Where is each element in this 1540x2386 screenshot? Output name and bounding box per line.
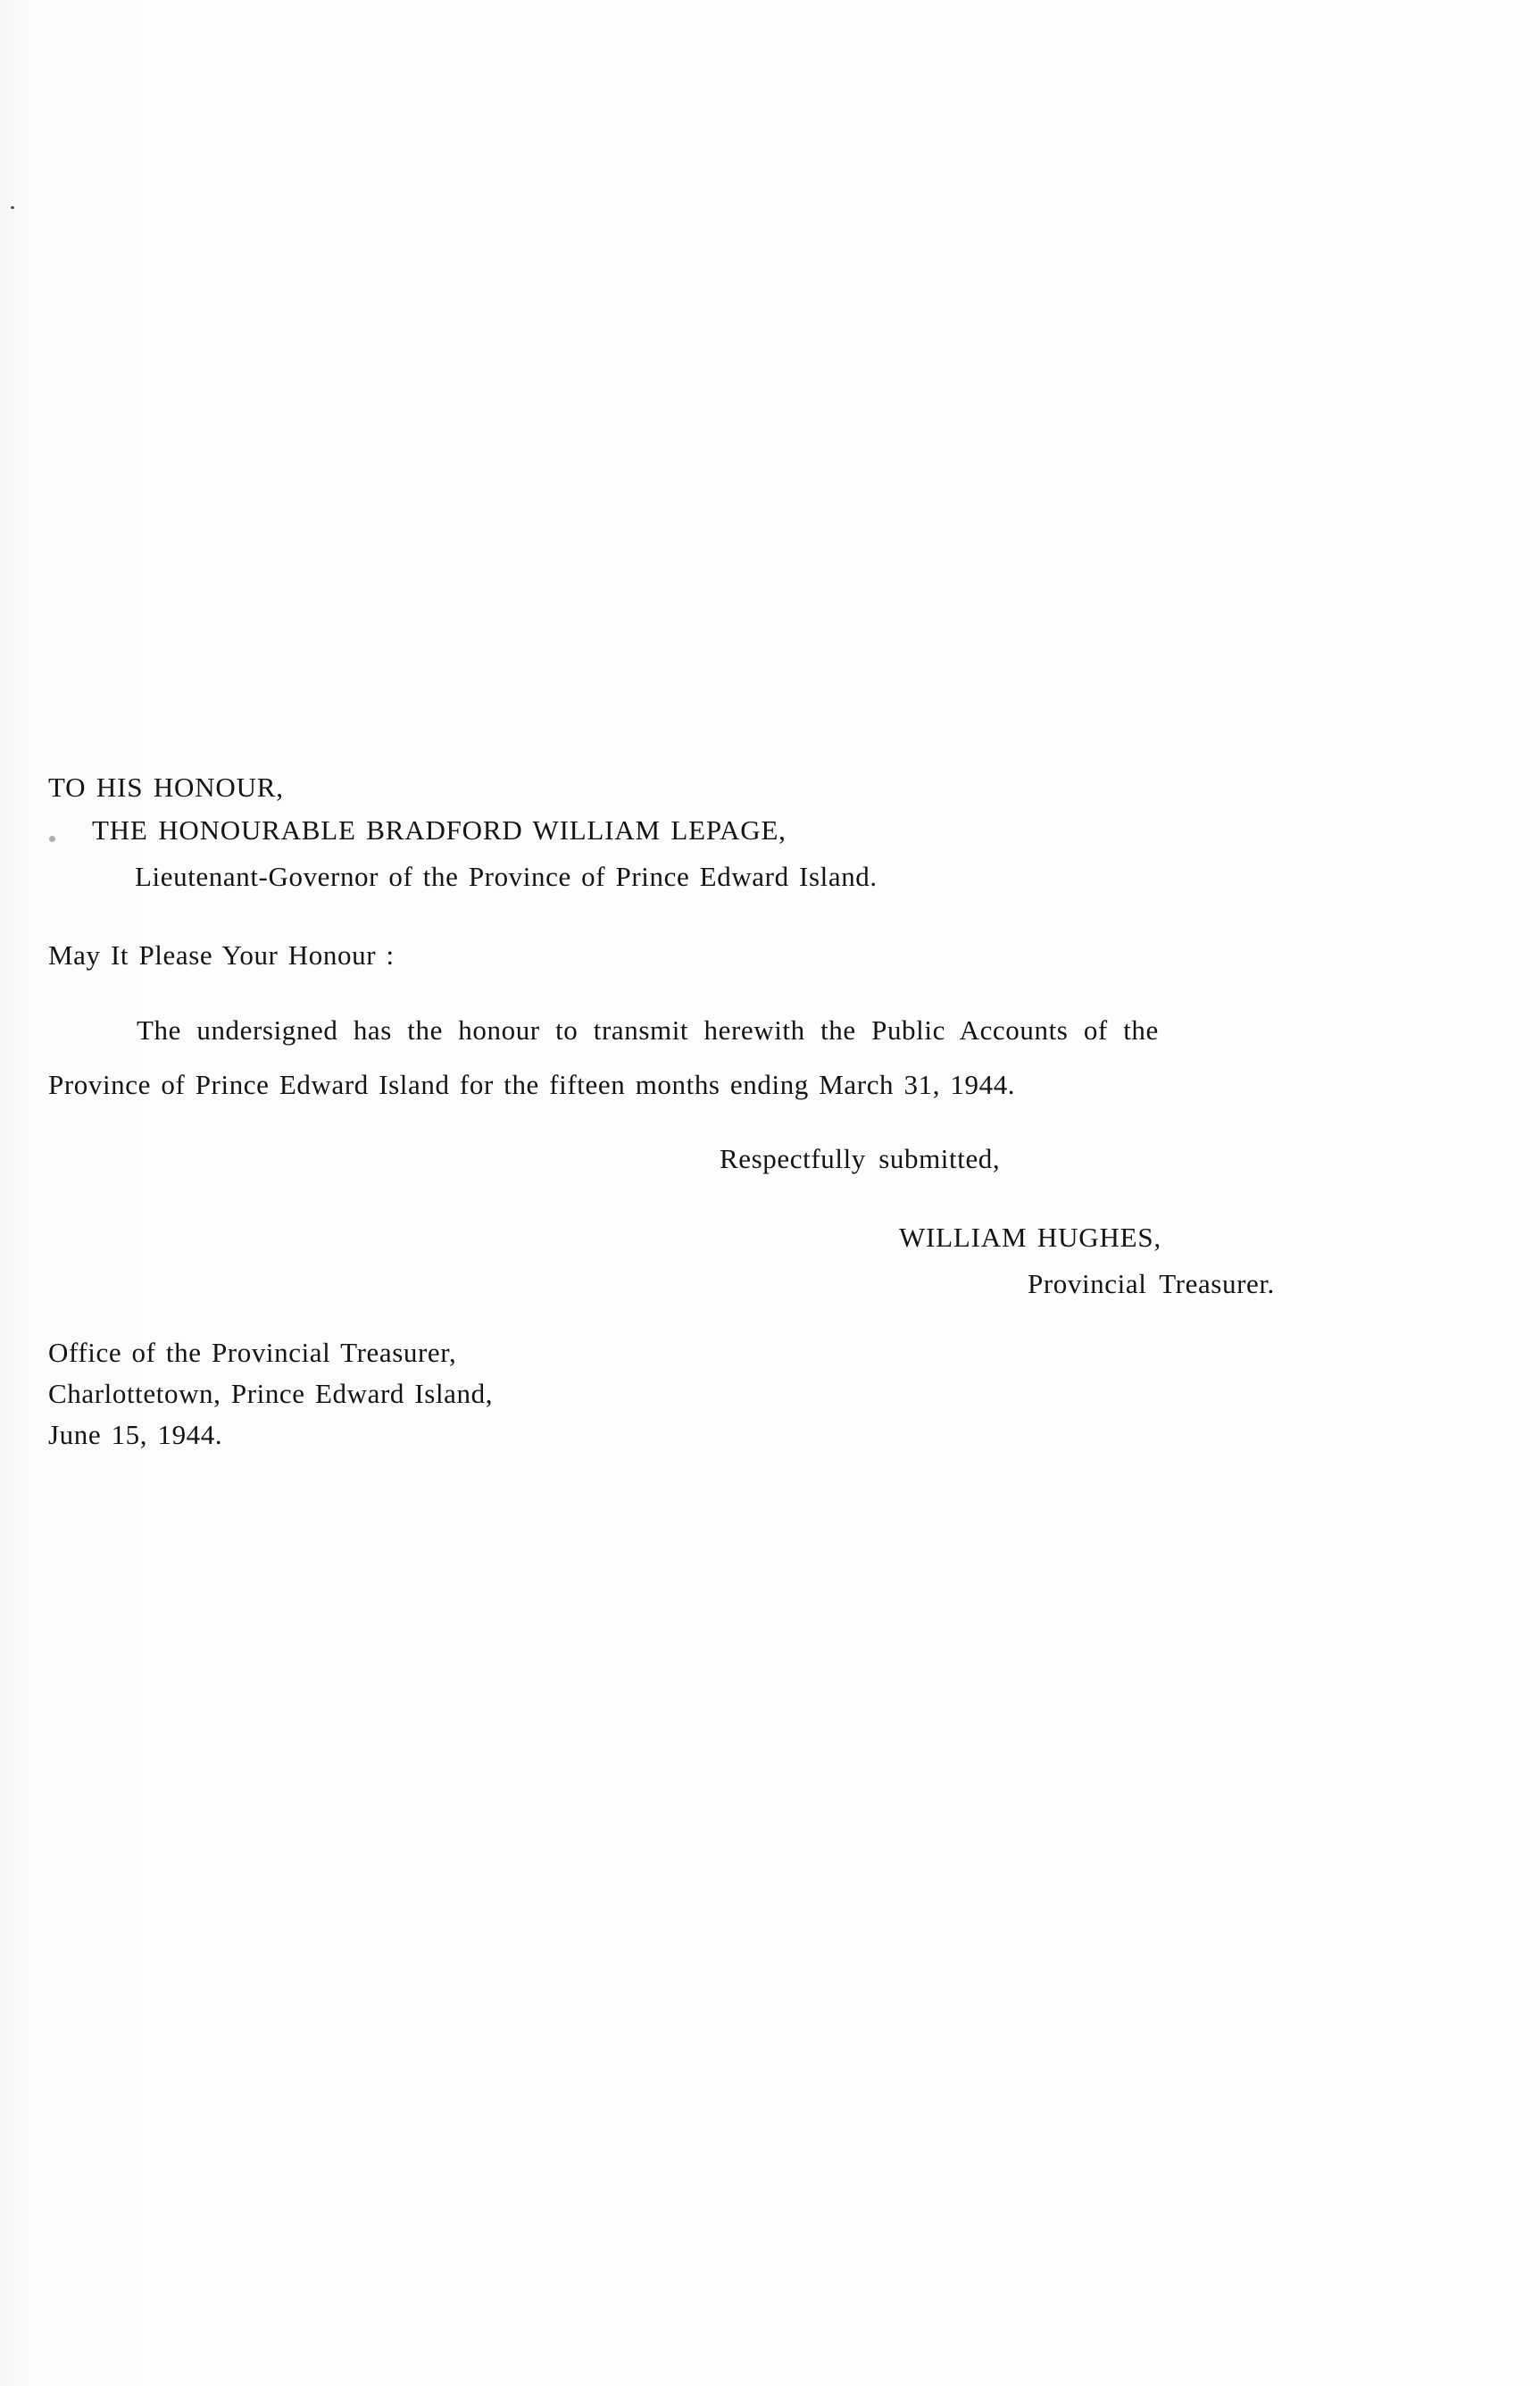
addressee-name: THE HONOURABLE BRADFORD WILLIAM LEPAGE,	[92, 814, 787, 846]
greeting: May It Please Your Honour :	[48, 939, 395, 971]
addressee-title: Lieutenant-Governor of the Province of Prince Edward Island.	[135, 861, 878, 892]
signatory-name: WILLIAM HUGHES,	[899, 1222, 1161, 1253]
sender-date: June 15, 1944.	[48, 1419, 223, 1450]
signatory-title: Provincial Treasurer.	[1028, 1268, 1275, 1299]
page-speck	[49, 836, 55, 842]
body-line-2: Province of Prince Edward Island for the fifteen months ending March 31, 1944.	[48, 1069, 1016, 1100]
sender-location: Charlottetown, Prince Edward Island,	[48, 1378, 494, 1409]
body-line-1: The undersigned has the honour to transmit herewith the Public Accounts of the	[137, 1014, 1159, 1046]
sender-office: Office of the Provincial Treasurer,	[48, 1337, 457, 1368]
salutation: TO HIS HONOUR,	[48, 772, 284, 803]
page-speck	[11, 206, 14, 209]
closing-phrase: Respectfully submitted,	[720, 1143, 1001, 1174]
